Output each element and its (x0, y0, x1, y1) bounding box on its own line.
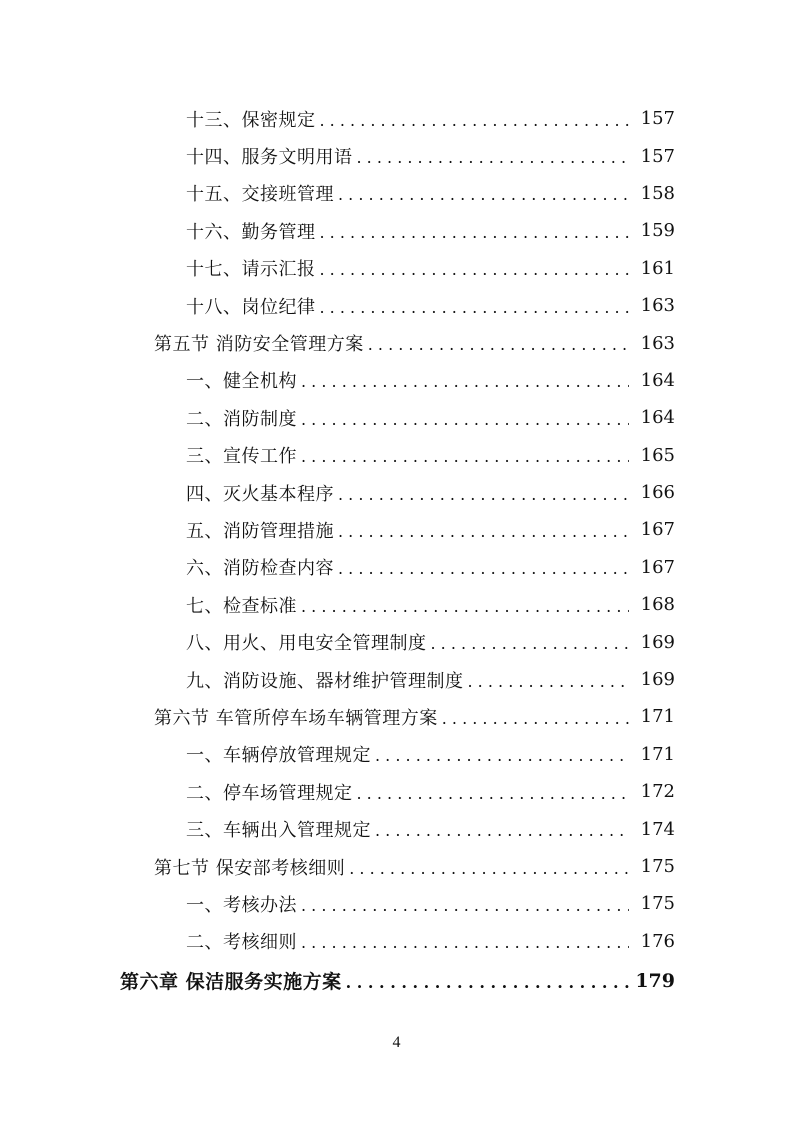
toc-entry-page: 175 (640, 856, 675, 877)
toc-section-entry[interactable] (0, 698, 793, 735)
toc-entry-page: 157 (640, 145, 675, 167)
toc-entry-title: 第五节 消防安全管理方案 (154, 334, 364, 356)
toc-dot-leader (338, 561, 629, 577)
toc-entry-title: 十六、勤务管理 (186, 221, 316, 243)
toc-dot-leader (320, 300, 630, 316)
toc-entry[interactable] (0, 474, 793, 511)
toc-entry-page: 171 (640, 706, 675, 728)
toc-entry-title: 第六节 车管所停车场车辆管理方案 (154, 707, 438, 729)
toc-entry[interactable] (0, 661, 793, 698)
toc-entry[interactable] (0, 885, 793, 922)
toc-entry[interactable] (0, 137, 793, 174)
toc-entry-title: 十七、请示汇报 (186, 259, 316, 281)
toc-entry-title: 七、检查标准 (186, 595, 297, 617)
toc-entry-title: 三、宣传工作 (186, 446, 297, 468)
toc-entry[interactable] (0, 736, 793, 773)
toc-entry-title: 一、健全机构 (186, 371, 297, 393)
toc-entry-title: 第六章 保洁服务实施方案 (120, 971, 342, 994)
toc-entry-page: 179 (635, 969, 675, 992)
toc-entry-page: 159 (640, 220, 675, 242)
toc-entry-page: 161 (640, 257, 675, 279)
toc-entry-title: 一、车辆停放管理规定 (186, 745, 371, 767)
toc-entry-page: 167 (640, 519, 675, 541)
toc-entry-page: 158 (640, 182, 675, 204)
toc-dot-leader (338, 487, 629, 503)
toc-entry-page: 176 (640, 930, 675, 952)
toc-entry-page: 166 (640, 482, 675, 504)
toc-entry[interactable] (0, 250, 793, 287)
toc-entry[interactable] (0, 810, 793, 847)
toc-dot-leader (349, 861, 629, 877)
toc-entry-page: 164 (640, 369, 675, 391)
toc-section-entry[interactable] (0, 848, 793, 885)
toc-dot-leader (431, 636, 630, 652)
toc-entry[interactable] (0, 399, 793, 436)
toc-entry-page: 157 (640, 108, 675, 130)
toc-entry-title: 九、消防设施、器材维护管理制度 (186, 670, 464, 692)
toc-entry-title: 第七节 保安部考核细则 (154, 857, 346, 879)
toc-dot-leader (375, 823, 629, 839)
toc-dot-leader (301, 374, 629, 390)
table-of-contents (0, 100, 793, 999)
toc-dot-leader (320, 225, 630, 241)
toc-dot-leader (357, 786, 630, 802)
toc-entry[interactable] (0, 212, 793, 249)
toc-entry[interactable] (0, 175, 793, 212)
toc-dot-leader (357, 150, 630, 166)
toc-entry-title: 八、用火、用电安全管理制度 (186, 633, 427, 655)
toc-dot-leader (338, 524, 629, 540)
toc-entry-title: 六、消防检查内容 (186, 558, 334, 580)
toc-entry-page: 169 (640, 631, 675, 653)
toc-entry-title: 十八、岗位纪律 (186, 296, 316, 318)
toc-entry[interactable] (0, 511, 793, 548)
toc-dot-leader (320, 262, 630, 278)
toc-entry-page: 175 (640, 893, 675, 915)
toc-entry-title: 十三、保密规定 (186, 109, 316, 131)
toc-dot-leader (442, 711, 629, 727)
toc-entry-page: 174 (640, 818, 675, 840)
toc-dot-leader (368, 337, 629, 353)
toc-entry-title: 二、停车场管理规定 (186, 782, 353, 804)
toc-dot-leader (375, 748, 629, 764)
toc-entry-title: 十五、交接班管理 (186, 184, 334, 206)
toc-entry-page: 171 (640, 743, 675, 765)
toc-entry-title: 四、灭火基本程序 (186, 483, 334, 505)
toc-dot-leader (346, 975, 629, 991)
toc-entry-title: 二、考核细则 (186, 932, 297, 954)
toc-entry[interactable] (0, 586, 793, 623)
toc-dot-leader (338, 187, 629, 203)
toc-entry[interactable] (0, 100, 793, 137)
toc-entry[interactable] (0, 623, 793, 660)
toc-entry-title: 一、考核办法 (186, 894, 297, 916)
toc-entry[interactable] (0, 923, 793, 960)
toc-dot-leader (468, 674, 630, 690)
toc-entry-page: 167 (640, 556, 675, 578)
toc-entry[interactable] (0, 287, 793, 324)
toc-entry[interactable] (0, 437, 793, 474)
toc-dot-leader (301, 449, 629, 465)
toc-entry-page: 169 (640, 669, 675, 691)
toc-dot-leader (301, 599, 629, 615)
toc-dot-leader (320, 113, 630, 129)
toc-entry-page: 164 (640, 407, 675, 429)
toc-entry[interactable] (0, 773, 793, 810)
toc-entry-page: 172 (640, 781, 675, 803)
toc-entry[interactable] (0, 549, 793, 586)
toc-entry-page: 168 (640, 594, 675, 616)
toc-dot-leader (301, 412, 629, 428)
toc-section-entry[interactable] (0, 324, 793, 361)
toc-entry-title: 三、车辆出入管理规定 (186, 820, 371, 842)
toc-dot-leader (301, 898, 629, 914)
toc-entry-page: 165 (640, 444, 675, 466)
toc-dot-leader (301, 935, 629, 951)
toc-entry-page: 163 (640, 295, 675, 317)
toc-entry-title: 五、消防管理措施 (186, 520, 334, 542)
toc-chapter-entry[interactable] (0, 962, 793, 999)
toc-entry[interactable] (0, 362, 793, 399)
toc-entry-title: 二、消防制度 (186, 408, 297, 430)
page-number: 4 (392, 1034, 401, 1051)
toc-entry-title: 十四、服务文明用语 (186, 147, 353, 169)
toc-entry-page: 163 (640, 332, 675, 354)
